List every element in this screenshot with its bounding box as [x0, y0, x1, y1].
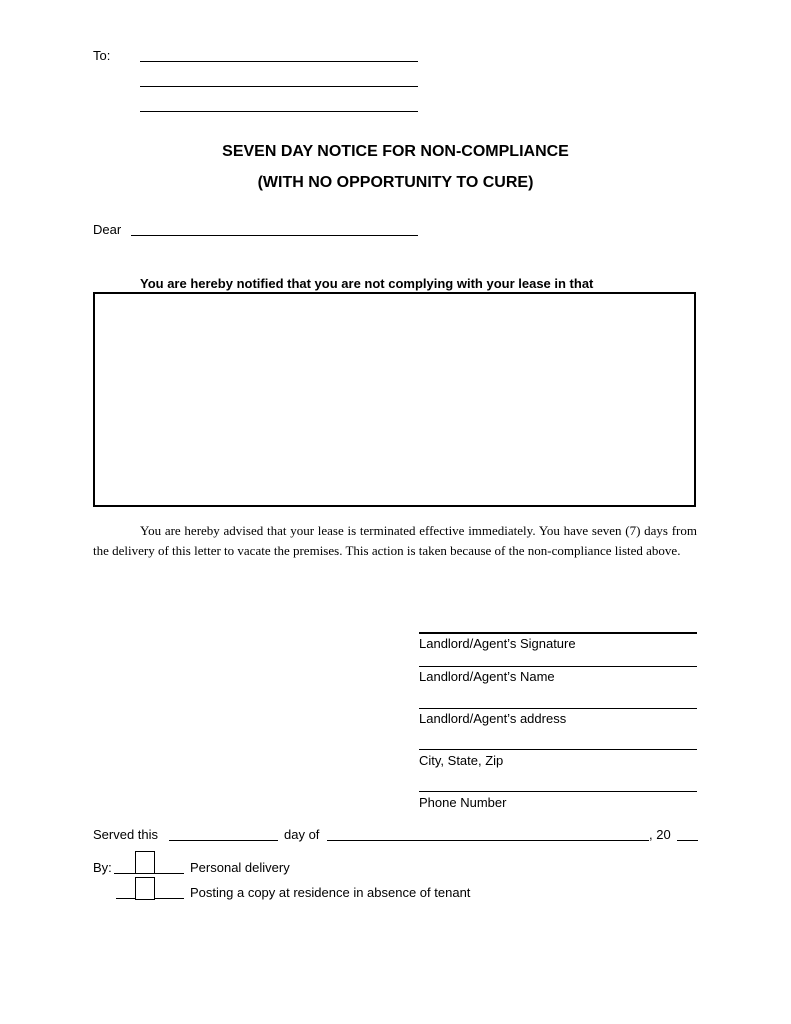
to-line-3[interactable]	[140, 111, 418, 112]
served-year-line[interactable]	[677, 840, 698, 841]
personal-delivery-label: Personal delivery	[190, 860, 290, 875]
by-label: By:	[93, 860, 112, 875]
termination-paragraph: You are hereby advised that your lease is terminated effective immediately. You have seven (7) days from the delivery of this letter to vacate the premises. This action is taken because of the non-compliance listed above.	[93, 523, 697, 558]
to-line-1[interactable]	[140, 61, 418, 62]
noncompliance-text-box[interactable]	[93, 292, 696, 507]
served-this-label: Served this	[93, 827, 159, 842]
to-label: To:	[93, 48, 111, 63]
dear-label: Dear	[93, 222, 122, 237]
to-line-2[interactable]	[140, 86, 418, 87]
signature-label: Landlord/Agent’s Signature	[419, 636, 576, 651]
personal-delivery-checkbox[interactable]	[135, 851, 155, 874]
served-month-line[interactable]	[327, 840, 649, 841]
name-label: Landlord/Agent’s Name	[419, 669, 555, 684]
document-subtitle: (WITH NO OPPORTUNITY TO CURE)	[257, 174, 534, 191]
document-title: SEVEN DAY NOTICE FOR NON-COMPLIANCE	[222, 143, 569, 160]
phone-line[interactable]	[419, 791, 697, 792]
served-day-line[interactable]	[169, 840, 278, 841]
name-line[interactable]	[419, 666, 697, 667]
city-state-zip-line[interactable]	[419, 749, 697, 750]
address-label: Landlord/Agent’s address	[419, 711, 567, 726]
notice-heading: You are hereby notified that you are not complying with your lease in that	[140, 276, 594, 291]
dear-line[interactable]	[131, 235, 418, 236]
city-state-zip-label: City, State, Zip	[419, 753, 504, 768]
phone-label: Phone Number	[419, 795, 507, 810]
posting-copy-label: Posting a copy at residence in absence of tenant	[190, 885, 471, 900]
address-line[interactable]	[419, 708, 697, 709]
signature-line[interactable]	[419, 632, 697, 634]
posting-copy-checkbox[interactable]	[135, 877, 155, 900]
day-of-label: day of	[284, 827, 320, 842]
year-prefix-label: , 20	[649, 827, 671, 842]
